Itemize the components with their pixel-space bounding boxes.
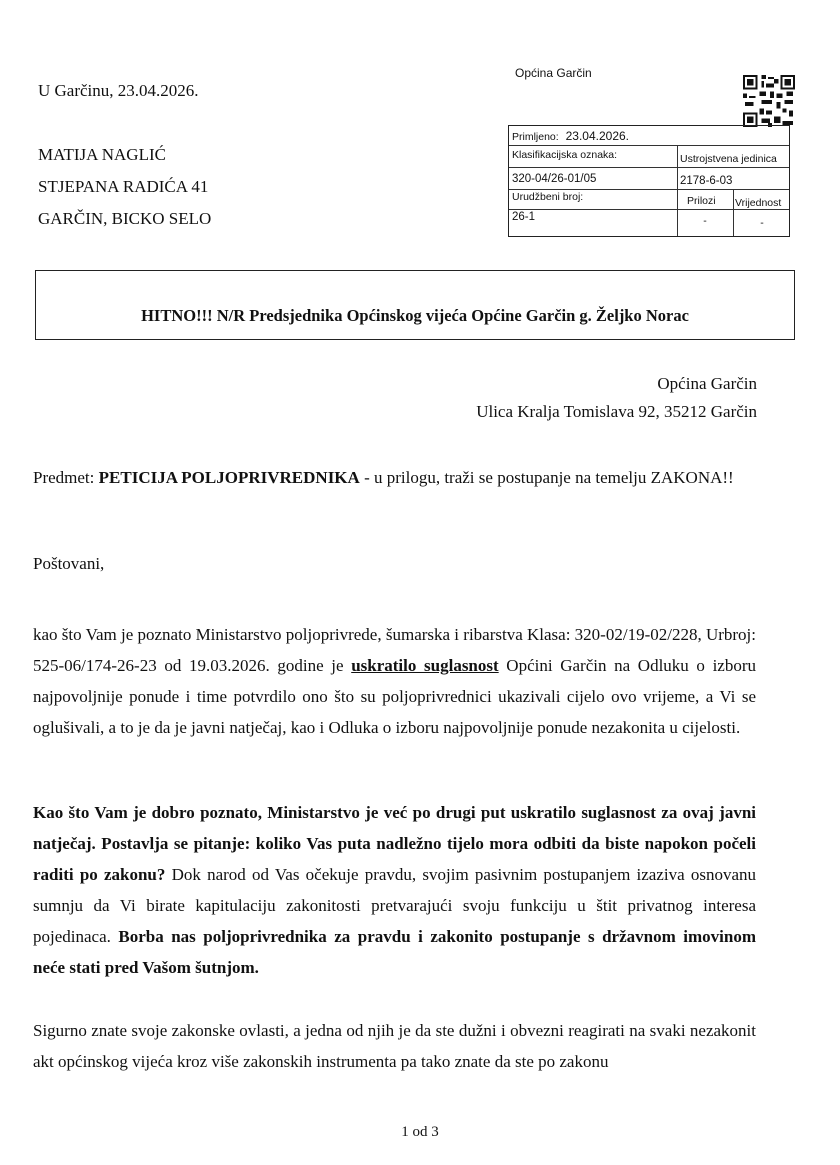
p2-bold-closing: Borba nas poljoprivrednika za pravdu i zakonito postupanje s državnom imovinom neće stati pred Vašom šutnjom. — [33, 927, 756, 977]
stamp-unit-label: Ustrojstvena jedinica — [680, 153, 777, 165]
stamp-value-label: Vrijednost — [735, 197, 782, 209]
greeting: Poštovani, — [33, 554, 105, 573]
body-paragraph-3: Sigurno znate svoje zakonske ovlasti, a jedna od njih je da ste dužni i obvezni reagirati na svaki nezakonit akt općinskog vijeća kroz više zakonskih instrumenta pa tako znate da ste po zakonu — [33, 1021, 756, 1071]
subject-rest: - u prilogu, traži se postupanje na temelju ZAKONA!! — [359, 468, 734, 487]
stamp-reg-value-row — [509, 210, 789, 236]
p1-text-a: kao što Vam je poznato Ministarstvo poljoprivrede, šumarska i ribarstva Klasa: 320-02/19-02/228, Urbroj: 525-06/174-26-23 od 19.03.2026. godine je — [33, 625, 756, 675]
registry-stamp — [508, 125, 790, 237]
stamp-received-date: 23.04.2026. — [565, 129, 630, 143]
stamp-unit-value: 2178-6-03 — [680, 175, 733, 187]
body-paragraph-1 — [33, 619, 756, 743]
stamp-attach-label: Prilozi — [687, 195, 716, 207]
stamp-office-label: Općina Garčin — [515, 66, 592, 80]
body-paragraph-2 — [33, 797, 756, 983]
stamp-value-value: - — [760, 217, 764, 229]
p2-text: Dok narod od Vas očekuje pravdu, svojim pasivnim postupanjem izaziva osnovanu sumnju da Vi birate kapitulaciju zakonitosti pretvarajući svoju funkciju u štit privatnog interesa pojedinaca. — [33, 865, 756, 946]
stamp-class-label: Klasifikacijska oznaka: — [512, 149, 618, 161]
urgent-notice-box — [35, 270, 795, 340]
stamp-reg-label: Urudžbeni broj: — [512, 191, 584, 203]
place-date: U Garčinu, 23.04.2026. — [38, 81, 199, 100]
stamp-class-value: 320-04/26-01/05 — [512, 173, 597, 185]
stamp-received-row — [509, 126, 789, 146]
stamp-reg-value: 26-1 — [512, 211, 536, 223]
subject-title: PETICIJA POLJOPRIVREDNIKA — [98, 468, 360, 487]
stamp-class-value-row — [509, 168, 789, 190]
recipient-name: MATIJA NAGLIĆ — [38, 145, 166, 164]
subject-label: Predmet: — [33, 468, 95, 487]
recipient-city: GARČIN, BICKO SELO — [38, 209, 212, 228]
addressee-name: Općina Garčin — [657, 374, 757, 393]
page-number: 1 od 3 — [401, 1124, 439, 1140]
p1-text-c: Općini Garčin na Odluku o izboru najpovoljnije ponude i time potvrdilo ono što su poljoprivrednici ukazivali cijelo ovo vrijeme, a Vi se oglušivali, a to je da je javni natječaj, kao i Odluka o izboru najpovoljnije ponude nezakonita u cijelosti. — [33, 656, 757, 737]
stamp-attach-value: - — [703, 215, 707, 227]
recipient-street: STJEPANA RADIĆA 41 — [38, 177, 209, 196]
stamp-received-label: Primljeno: — [512, 131, 559, 143]
urgent-notice-text: HITNO!!! N/R Predsjednika Općinskog vijeća Općine Garčin g. Željko Norac — [141, 306, 689, 325]
addressee-address: Ulica Kralja Tomislava 92, 35212 Garčin — [476, 402, 757, 421]
stamp-class-label-row — [509, 146, 789, 168]
subject-line — [33, 462, 756, 493]
p1-highlight: uskratilo suglasnost — [351, 656, 499, 675]
p2-bold-intro: Kao što Vam je dobro poznato, Ministarstvo je već po drugi put uskratilo suglasnost za ovaj javni natječaj. Postavlja se pitanje: koliko Vas puta nadležno tijelo mora odbiti da biste napokon počeli raditi po zakonu? — [33, 803, 756, 884]
stamp-reg-label-row — [509, 190, 789, 210]
qr-code-icon — [743, 75, 795, 127]
